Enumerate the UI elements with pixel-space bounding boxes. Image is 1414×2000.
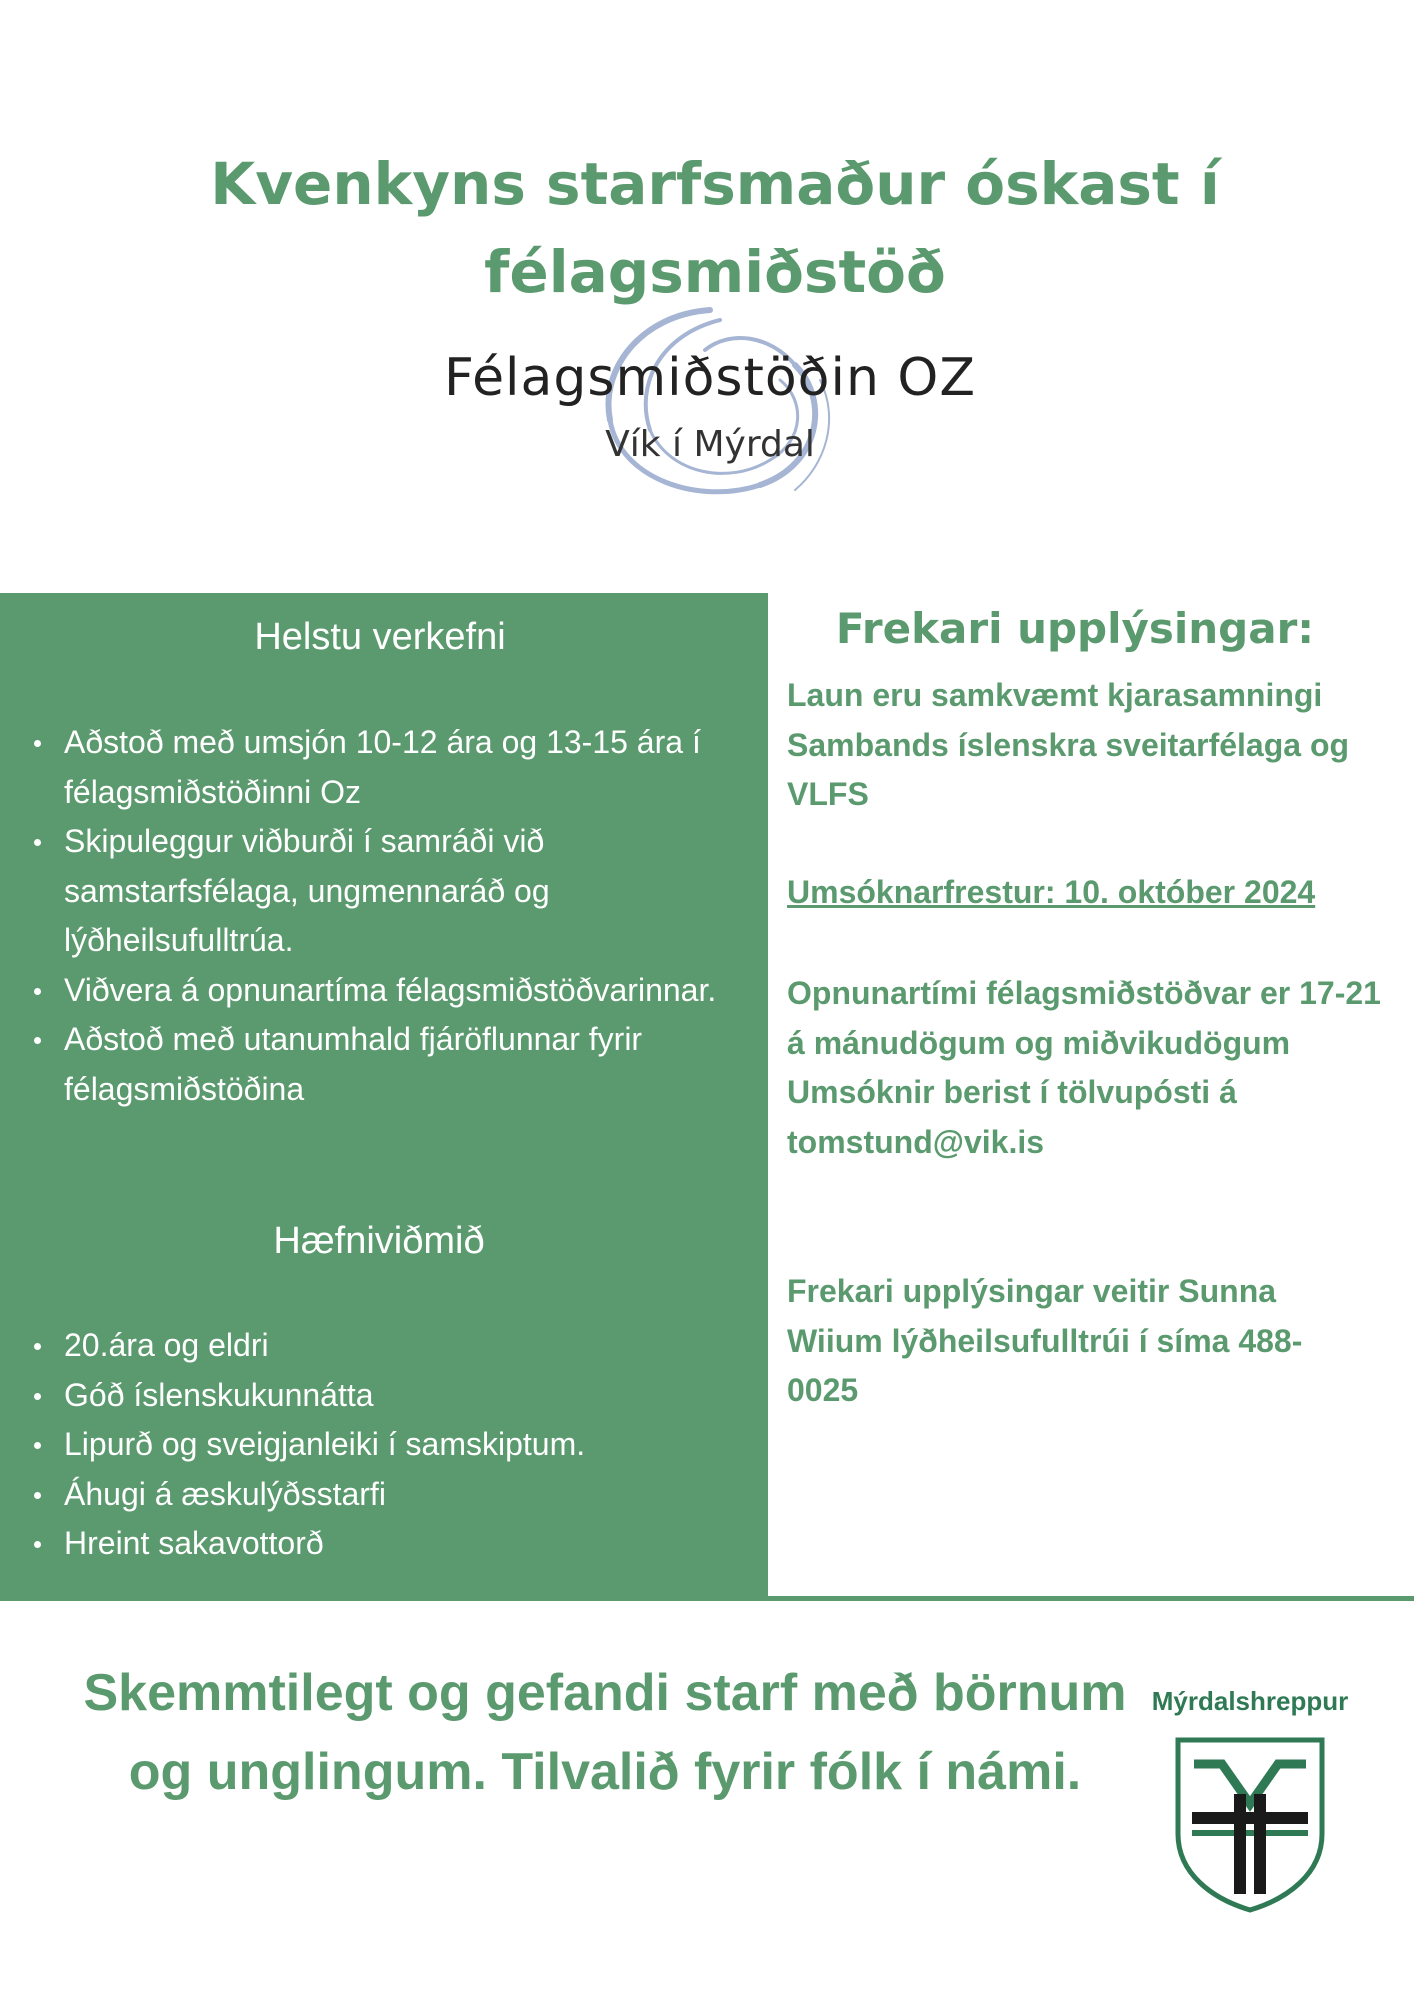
oz-logo [400,290,1020,520]
opening-hours-info: Opnunartími félagsmiðstöðvar er 17-21 á mánudögum og miðvikudögum [787,975,1381,1061]
pay-info: Laun eru samkvæmt kjarasamningi Sambands íslenskra sveitarfélaga og VLFS [787,677,1350,812]
applications-info: Umsóknir berist í tölvupósti á tomstund@vik.is [787,1074,1237,1160]
tasks-list [30,718,770,1114]
logo-name: Félagsmiðstöðin OZ [444,348,976,408]
list-item: 20.ára og eldri [30,1321,770,1371]
info-heading: Frekari upplýsingar: [835,604,1315,653]
footer-tagline: Skemmtilegt og gefandi starf með börnum og unglingum. Tilvalið fyrir fólk í námi. [83,1664,1127,1801]
list-item: Skipuleggur viðburði í samráði við samstarfsfélaga, ungmennaráð og lýðheilsufulltrúa. [30,817,770,966]
poster-title: Kvenkyns starfsmaður óskast í félagsmiðstöð [210,150,1220,306]
list-item: Góð íslenskukunnátta [30,1371,770,1421]
municipality-name: Mýrdalshreppur [1151,1686,1349,1716]
deadline-info: Umsóknarfrestur: 10. október 2024 [787,874,1316,910]
qualifications-list [30,1321,770,1569]
crest-icon [1172,1734,1328,1914]
list-item: Hreint sakavottorð [30,1519,770,1569]
logo-place: Vík í Mýrdal [605,424,815,465]
list-item: Aðstoð með umsjón 10-12 ára og 13-15 ára í félagsmiðstöðinni Oz [30,718,770,817]
qualifications-heading: Hæfniviðmið [273,1220,485,1262]
list-item: Aðstoð með utanumhald fjáröflunnar fyrir félagsmiðstöðina [30,1015,770,1114]
list-item: Viðvera á opnunartíma félagsmiðstöðvarinnar. [30,966,770,1016]
hours-block [787,969,1387,1167]
section-divider [0,1596,1414,1601]
list-item: Lipurð og sveigjanleiki í samskiptum. [30,1420,770,1470]
tasks-heading: Helstu verkefni [254,616,506,658]
list-item: Áhugi á æskulýðsstarfi [30,1470,770,1520]
municipality-logo [1120,1686,1380,1926]
contact-info: Frekari upplýsingar veitir Sunna Wiium lýðheilsufulltrúi í síma 488-0025 [787,1273,1303,1408]
